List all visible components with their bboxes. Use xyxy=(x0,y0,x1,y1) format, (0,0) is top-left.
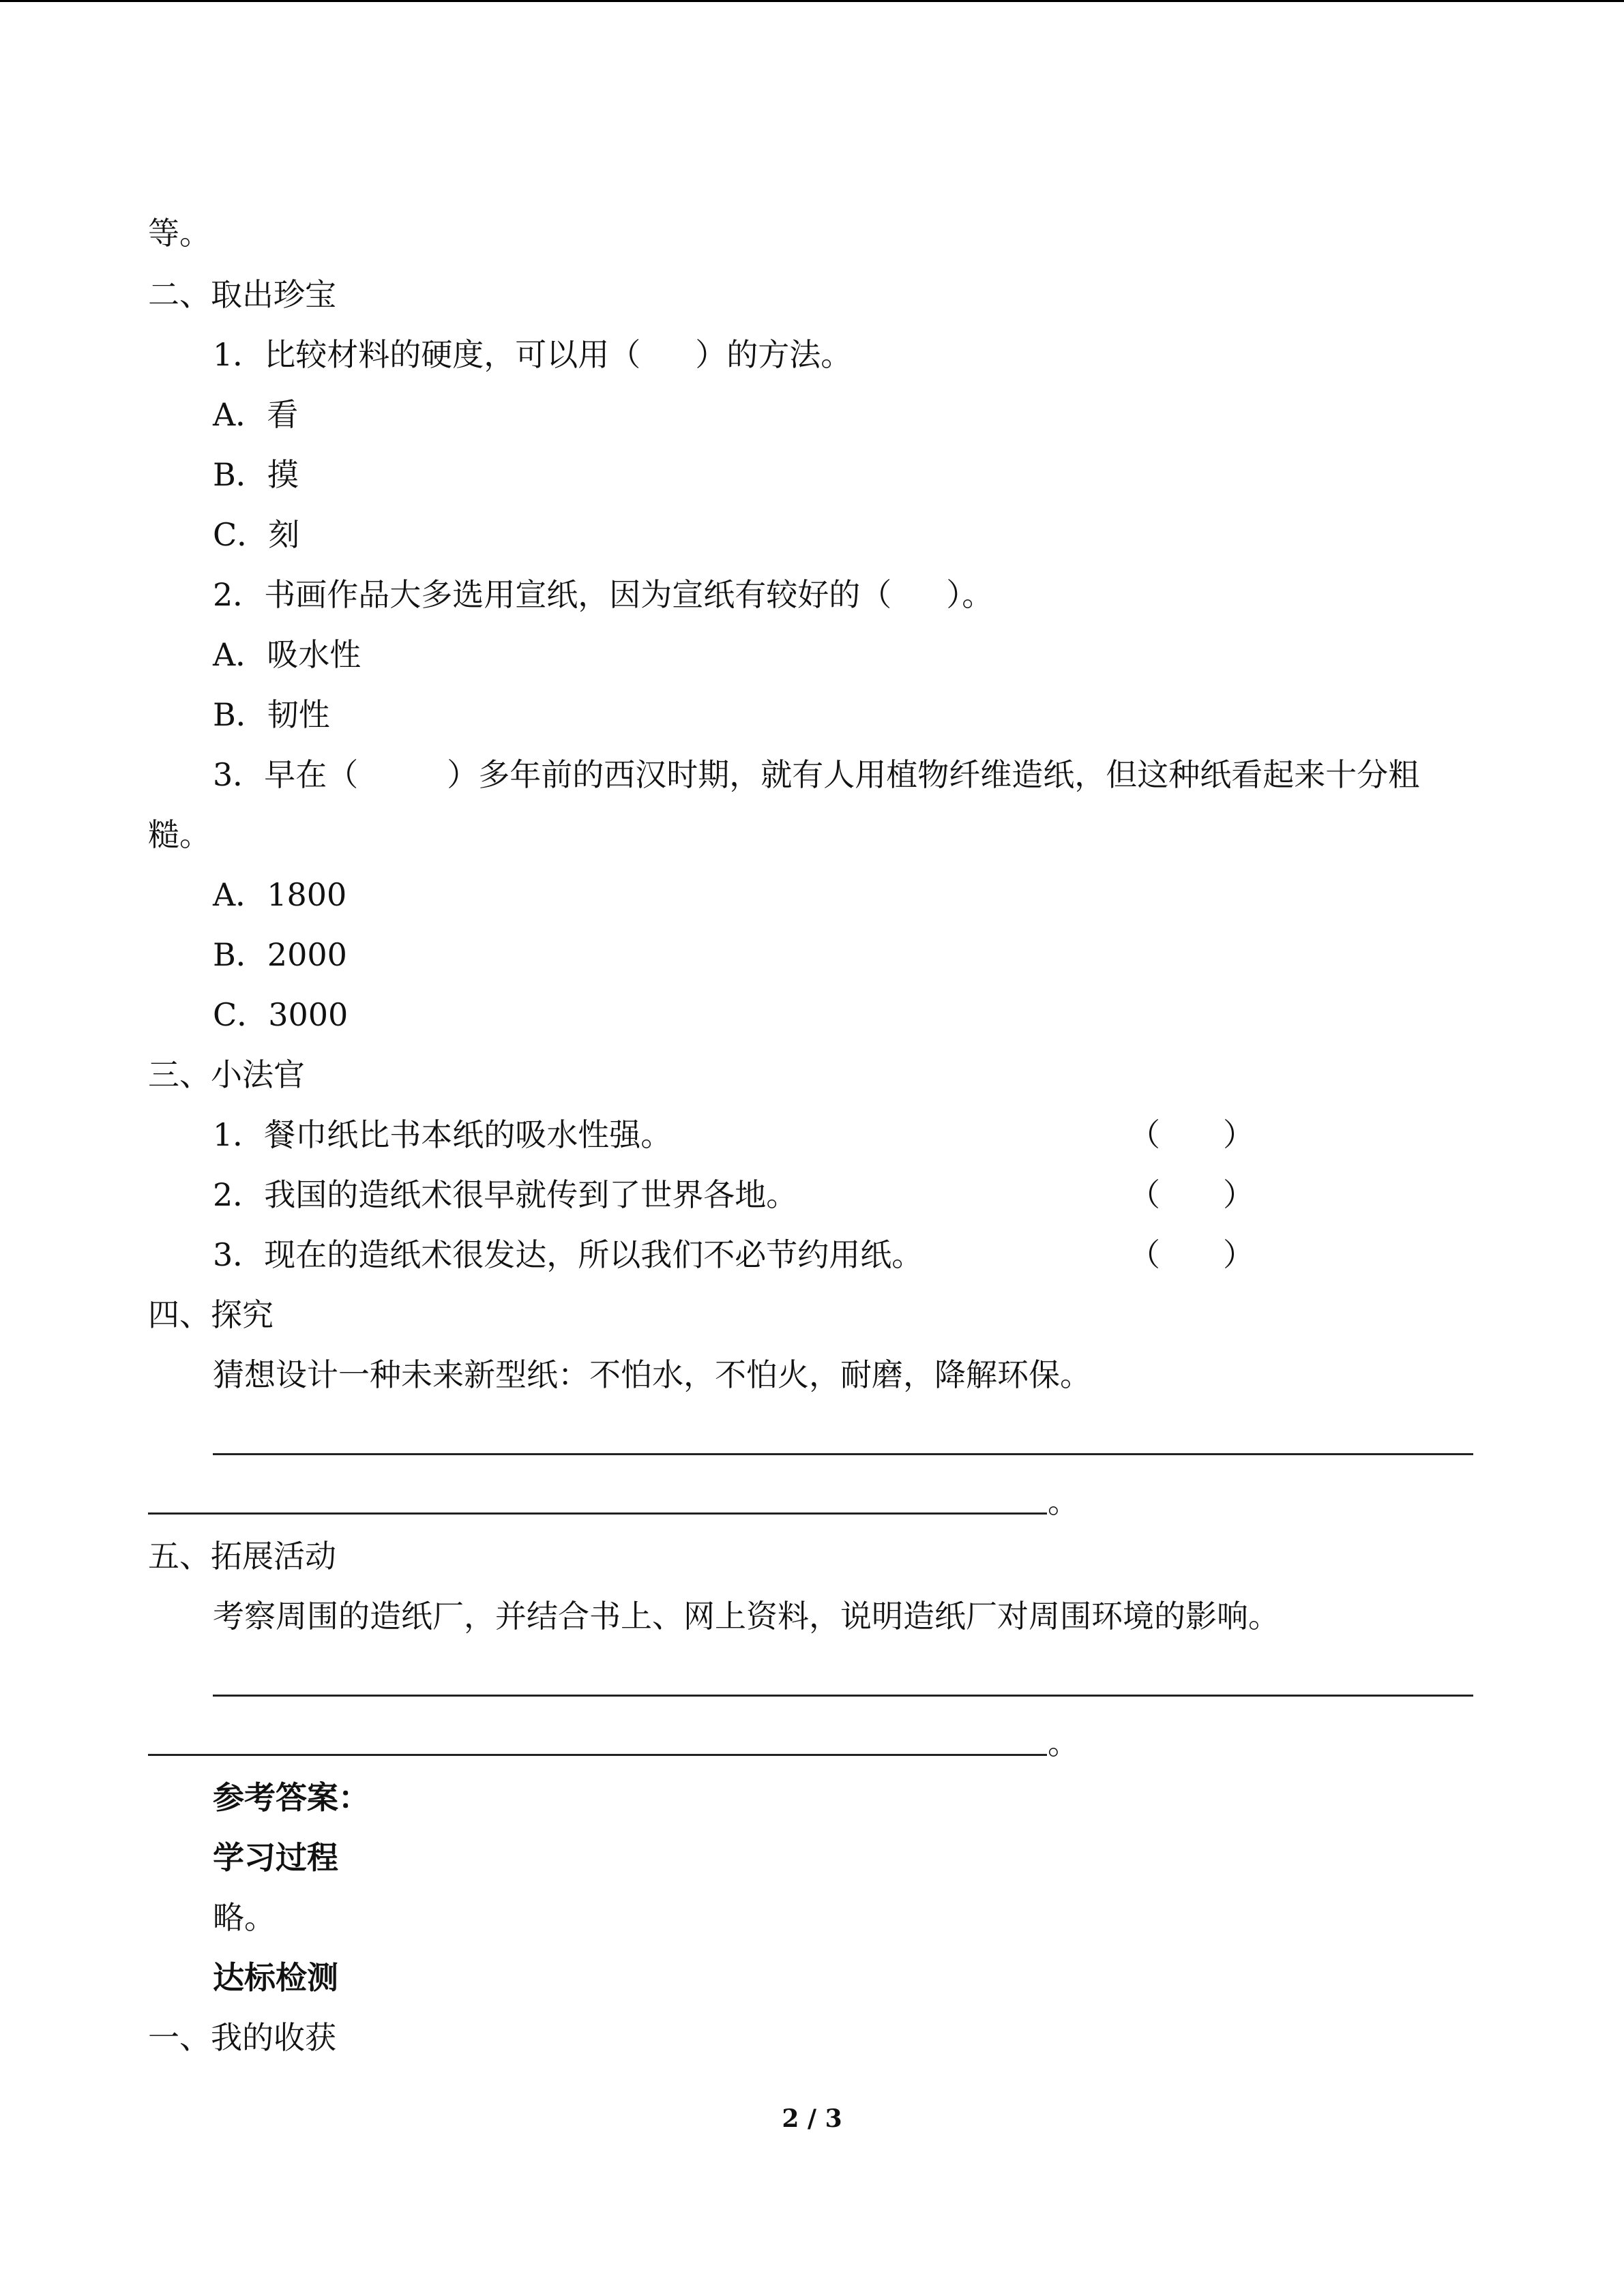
section-heading-5: 五、拓展活动 xyxy=(148,1538,336,1575)
prompt-text: 考察周围的造纸厂，并结合书上、网上资料，说明造纸厂对周围环境的影响。 xyxy=(213,1598,1280,1635)
section-heading-4: 四、探究 xyxy=(148,1296,274,1333)
answer-parens: （ ） xyxy=(1129,1236,1254,1273)
answer-line xyxy=(148,1754,1047,1756)
option-a: A．吸水性 xyxy=(213,636,361,673)
page-top-border xyxy=(0,0,1624,2)
question-2-1: 1．比较材料的硬度，可以用（ ）的方法。 xyxy=(213,336,853,373)
prompt-text: 猜想设计一种未来新型纸：不怕水，不怕火，耐磨，降解环保。 xyxy=(213,1356,1091,1393)
option-b: B．2000 xyxy=(213,936,347,973)
text-line: 略。 xyxy=(213,1899,276,1936)
section-heading-1: 一、我的收获 xyxy=(148,2019,336,2056)
end-period: 。 xyxy=(1048,1483,1079,1520)
judge-item-1: 1．餐巾纸比书本纸的吸水性强。 （ ） xyxy=(0,1114,1624,1155)
text-line: 等。 xyxy=(148,215,211,252)
answer-line xyxy=(213,1695,1473,1697)
option-c: C．3000 xyxy=(213,996,349,1033)
page-number: 2 / 3 xyxy=(782,2104,842,2133)
section-heading-2: 二、取出珍宝 xyxy=(148,276,336,313)
answer-parens: （ ） xyxy=(1129,1176,1254,1213)
judge-item-3: 3．现在的造纸术很发达，所以我们不必节约用纸。 （ ） xyxy=(0,1234,1624,1275)
option-a: A．1800 xyxy=(213,876,347,913)
option-b: B．韧性 xyxy=(213,696,330,733)
question-2-2: 2．书画作品大多选用宣纸，因为宣纸有较好的（ ）。 xyxy=(213,576,994,613)
subheading: 学习过程 xyxy=(213,1839,338,1876)
judge-item-2: 2．我国的造纸术很早就传到了世界各地。 （ ） xyxy=(0,1174,1624,1215)
section-heading-3: 三、小法官 xyxy=(148,1056,305,1093)
option-b: B．摸 xyxy=(213,456,299,493)
subheading: 达标检测 xyxy=(213,1959,338,1996)
option-a: A．看 xyxy=(213,396,299,433)
end-period: 。 xyxy=(1048,1725,1079,1761)
text-line: 糙。 xyxy=(148,816,211,853)
answer-parens: （ ） xyxy=(1129,1116,1254,1153)
answer-line xyxy=(213,1453,1473,1455)
question-2-3: 3．早在（ ）多年前的西汉时期，就有人用植物纤维造纸，但这种纸看起来十分粗 xyxy=(213,756,1420,793)
answer-line xyxy=(148,1512,1047,1515)
option-c: C．刻 xyxy=(213,516,300,553)
answer-key-heading: 参考答案： xyxy=(213,1779,370,1816)
